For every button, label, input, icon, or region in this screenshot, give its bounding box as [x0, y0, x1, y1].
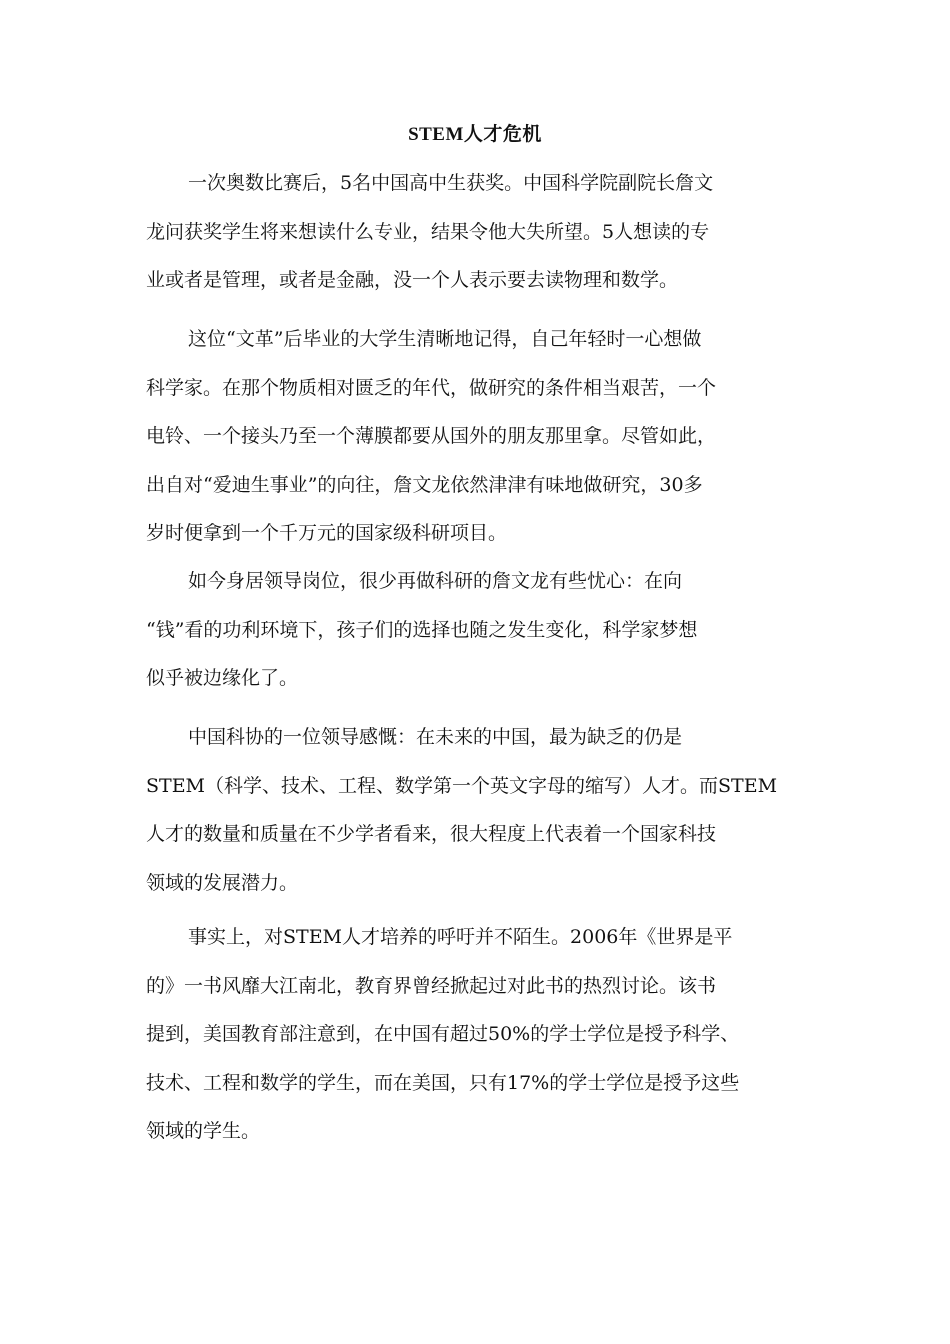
paragraph-line: “钱”看的功利环境下，孩子们的选择也随之发生变化，科学家梦想	[146, 618, 698, 641]
paragraph-1	[146, 159, 808, 305]
paragraph-line: 事实上，对STEM人才培养的呼吁并不陌生。2006年《世界是平	[188, 926, 733, 948]
paragraph-line: 电铃、一个接头乃至一个薄膜都要从国外的朋友那里拿。尽管如此，	[146, 425, 717, 447]
paragraph-line: 人才的数量和质量在不少学者看来，很大程度上代表着一个国家科技	[146, 823, 717, 845]
document-title: STEM人才危机	[408, 124, 542, 145]
paragraph-line: 龙问获奖学生将来想读什么专业，结果令他大失所望。5人想读的专	[146, 220, 710, 243]
paragraph-line: 的》一书风靡大江南北，教育界曾经掀起过对此书的热烈讨论。该书	[146, 974, 717, 997]
paragraph-5	[146, 913, 808, 1156]
paragraph-line: 这位“文革”后毕业的大学生清晰地记得，自己年轻时一心想做	[188, 328, 702, 350]
paragraph-4	[146, 713, 808, 907]
paragraph-line: 岁时便拿到一个千万元的国家级科研项目。	[146, 522, 508, 544]
paragraph-2	[146, 315, 808, 558]
paragraph-3	[146, 557, 808, 703]
paragraph-line: 技术、工程和数学的学生，而在美国，只有17%的学士学位是授予这些	[146, 1071, 740, 1094]
paragraph-line: 领域的学生。	[146, 1120, 261, 1142]
paragraph-line: 业或者是管理，或者是金融，没一个人表示要去读物理和数学。	[146, 269, 679, 291]
paragraph-line: 提到，美国教育部注意到，在中国有超过50%的学士学位是授予科学、	[146, 1023, 740, 1045]
paragraph-line: 科学家。在那个物质相对匮乏的年代，做研究的条件相当艰苦，一个	[146, 376, 717, 399]
paragraph-line: 出自对“爱迪生事业”的向往，詹文龙依然津津有味地做研究，30多	[146, 473, 703, 496]
paragraph-line: STEM（科学、技术、工程、数学第一个英文字母的缩写）人才。而STEM	[146, 774, 778, 797]
paragraph-line: 中国科协的一位领导感慨：在未来的中国，最为缺乏的仍是	[188, 726, 683, 748]
paragraph-line: 如今身居领导岗位，很少再做科研的詹文龙有些忧心：在向	[188, 570, 683, 592]
paragraph-line: 一次奥数比赛后，5名中国高中生获奖。中国科学院副院长詹文	[188, 172, 714, 194]
paragraph-line: 领域的发展潜力。	[146, 871, 299, 894]
paragraph-line: 似乎被边缘化了。	[146, 667, 299, 689]
